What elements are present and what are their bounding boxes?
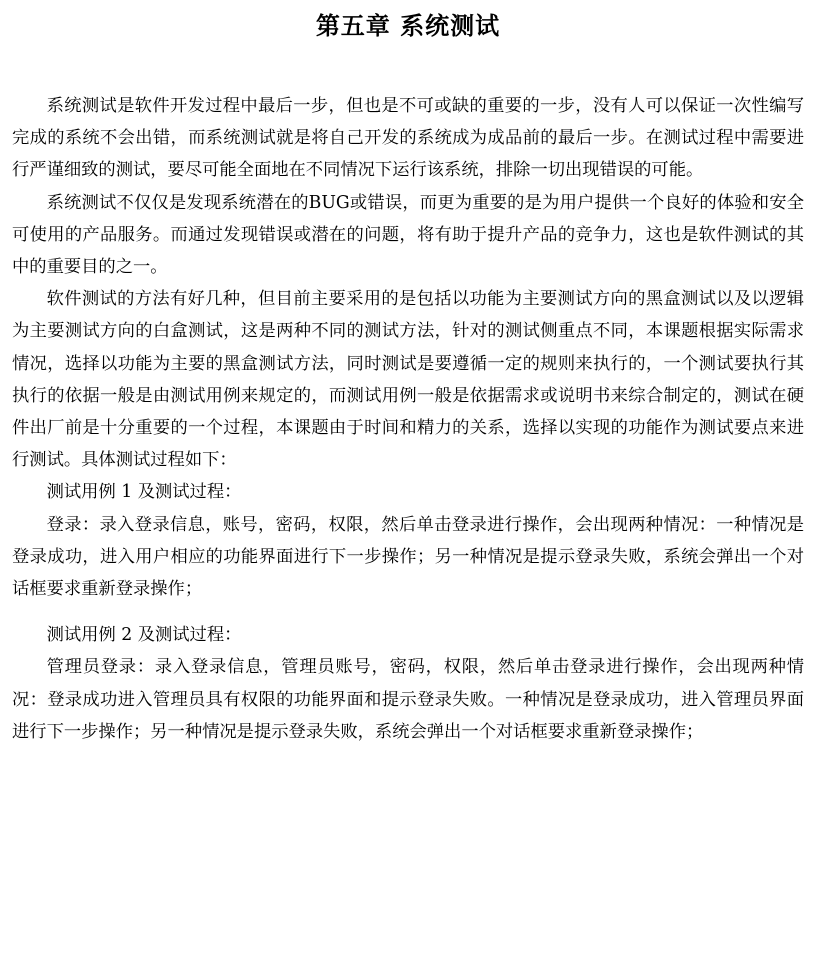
document-page	[12, 0, 804, 748]
test-case-1-description: 登录：录入登录信息，账号，密码，权限，然后单击登录进行操作，会出现两种情况：一种情况是登录成功，进入用户相应的功能界面进行下一步操作；另一种情况是提示登录失败，系统会弹出一个对话框要求重新登录操作；	[12, 514, 804, 600]
test-case-1-heading: 测试用例 1 及测试过程：	[46, 482, 242, 503]
paragraph-methods: 软件测试的方法有好几种，但目前主要采用的是包括以功能为主要测试方向的黑盒测试以及以逻辑为主要测试方向的白盒测试，这是两种不同的测试方法，针对的测试侧重点不同，本课题根据实际需求情况，选择以功能为主要的黑盒测试方法，同时测试是要遵循一定的规则来执行的，一个测试要执行其执行的依据一般是由测试用例来规定的，而测试用例一般是依据需求或说明书来综合制定的，测试在硬件出厂前是十分重要的一个过程，本课题由于时间和精力的关系，选择以实现的功能作为测试要点来进行测试。具体测试过程如下：	[12, 289, 804, 471]
paragraph-purpose: 系统测试不仅仅是发现系统潜在的BUG或错误，而更为重要的是为用户提供一个良好的体验和安全可使用的产品服务。而通过发现错误或潜在的问题，将有助于提升产品的竞争力，这也是软件测试的其中的重要目的之一。	[12, 192, 804, 278]
paragraph-intro: 系统测试是软件开发过程中最后一步，但也是不可或缺的重要的一步，没有人可以保证一次性编写完成的系统不会出错，而系统测试就是将自己开发的系统成为成品前的最后一步。在测试过程中需要进行严谨细致的测试，要尽可能全面地在不同情况下运行该系统，排除一切出现错误的可能。	[12, 96, 804, 181]
chapter-title: 第五章 系统测试	[315, 12, 501, 40]
document-body	[12, 90, 804, 748]
test-case-2-description: 管理员登录：录入登录信息，管理员账号，密码，权限，然后单击登录进行操作，会出现两种情况：登录成功进入管理员具有权限的功能界面和提示登录失败。一种情况是登录成功，进入管理员界面进行下一步操作；另一种情况是提示登录失败，系统会弹出一个对话框要求重新登录操作；	[12, 657, 804, 742]
paragraph-gap	[12, 605, 804, 619]
test-case-2-heading: 测试用例 2 及测试过程：	[46, 625, 242, 646]
